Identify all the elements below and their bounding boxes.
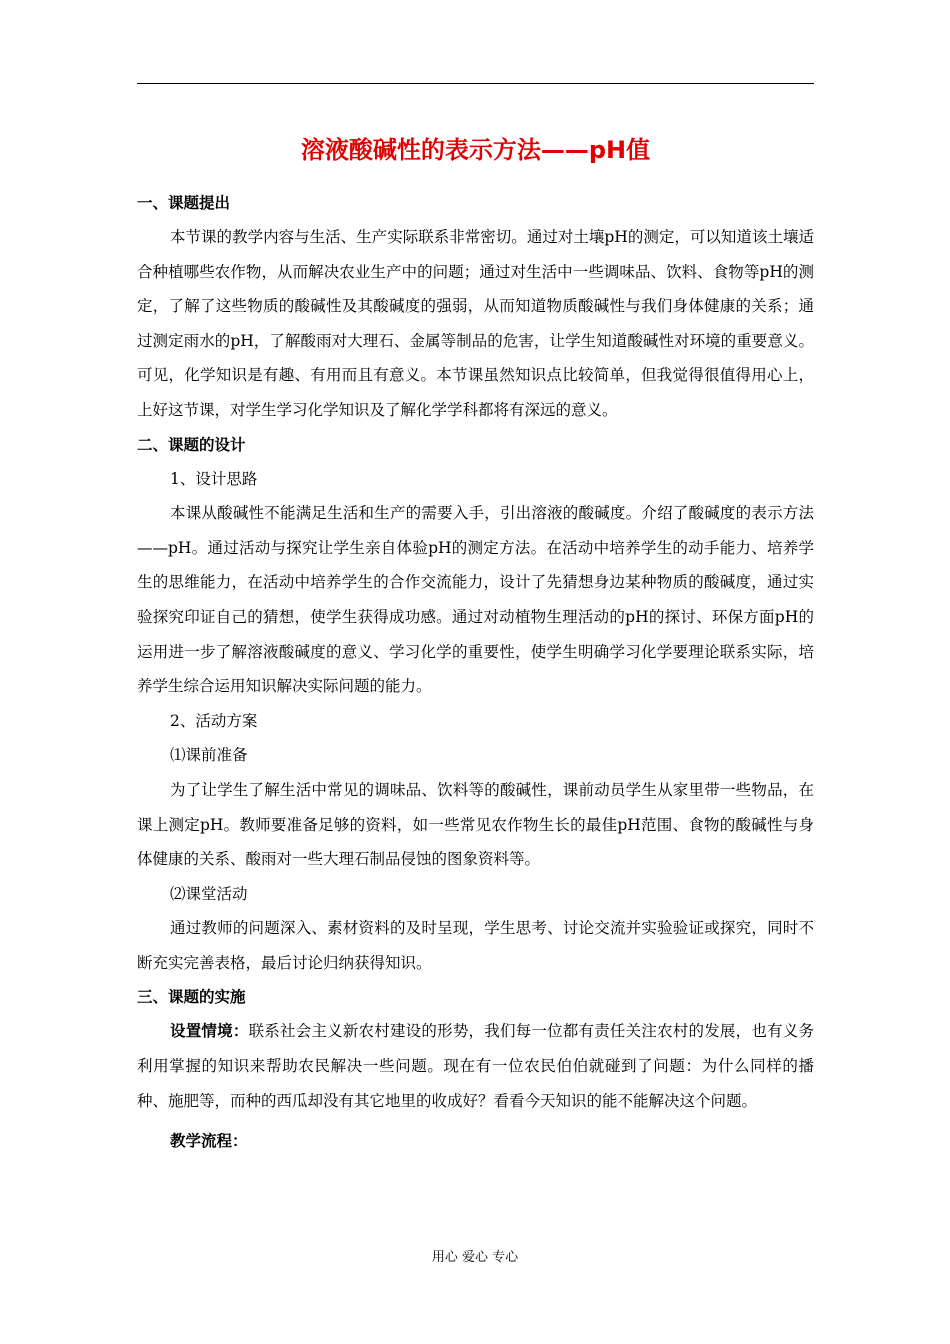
subheading-pre-class: ⑴课前准备	[170, 746, 248, 765]
class-activity-paragraph: 通过教师的问题深入、素材资料的及时呈现，学生思考、讨论交流并实验验证或探究，同时不断充实完善表格，最后讨论归纳获得知识。	[137, 919, 814, 972]
section-heading-1: 一、课题提出	[137, 194, 231, 212]
subheading-activity-plan: 2、活动方案	[170, 711, 258, 730]
design-idea-paragraph: 本课从酸碱性不能满足生活和生产的需要入手，引出溶液的酸碱度。介绍了酸碱度的表示方法——pH。通过活动与探究让学生亲自体验pH的测定方法。在活动中培养学生的动手能力、培养学生的思维能力，在活动中培养学生的合作交流能力，设计了先猜想身边某种物质的酸碱度，通过实验探究印证自己的猜想，使学生获得成功感。通过对动植物生理活动的pH的探讨、环保方面pH的运用进一步了解溶液酸碱度的意义、学习化学的重要性，使学生明确学习化学要理论联系实际，培养学生综合运用知识解决实际问题的能力。	[137, 504, 814, 696]
pre-class-paragraph: 为了让学生了解生活中常见的调味品、饮料等的酸碱性，课前动员学生从家里带一些物品，在课上测定pH。教师要准备足够的资料，如一些常见农作物生长的最佳pH范围、食物的酸碱性与身体健康的关系、酸雨对一些大理石制品侵蚀的图象资料等。	[137, 780, 814, 869]
subheading-class-activity: ⑵课堂活动	[170, 884, 248, 903]
page-footer: 用心 爱心 专心	[431, 1250, 519, 1265]
subheading-design-idea: 1、设计思路	[170, 469, 258, 488]
scenario-label: 设置情境：	[170, 1022, 249, 1041]
section-1-paragraph: 本节课的教学内容与生活、生产实际联系非常密切。通过对土壤pH的测定，可以知道该土壤适合种植哪些农作物，从而解决农业生产中的问题；通过对生活中一些调味品、饮料、食物等pH的测定，了解了这些物质的酸碱性及其酸碱度的强弱，从而知道物质酸碱性与我们身体健康的关系；通过测定雨水的pH，了解酸雨对大理石、金属等制品的危害，让学生知道酸碱性对环境的重要意义。可见，化学知识是有趣、有用而且有意义。本节课虽然知识点比较简单，但我觉得很值得用心上，上好这节课，对学生学习化学知识及了解化学学科都将有深远的意义。	[137, 228, 814, 419]
section-heading-3: 三、课题的实施	[137, 988, 246, 1007]
section-heading-2: 二、课题的设计	[137, 435, 246, 454]
scenario-text: 联系社会主义新农村建设的形势，我们每一位都有责任关注农村的发展，也有义务利用掌握的知识来帮助农民解决一些问题。现在有一位农民伯伯就碰到了问题：为什么同样的播种、施肥等，而种的西瓜却没有其它地里的收成好？看看今天知识的能不能解决这个问题。	[137, 1022, 814, 1110]
document-title: 溶液酸碱性的表示方法——pH值	[300, 136, 651, 164]
teaching-flow-label: 教学流程：	[170, 1132, 248, 1151]
scenario-paragraph	[137, 1014, 814, 1118]
header-rule	[137, 83, 814, 84]
document-body	[137, 128, 814, 1159]
